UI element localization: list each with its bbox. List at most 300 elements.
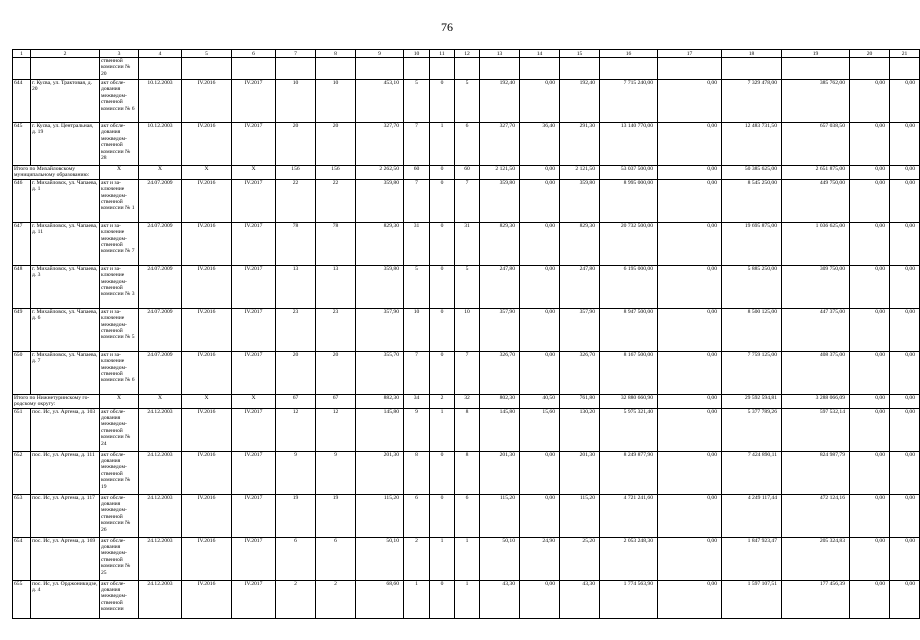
value-cell: 355,70: [356, 351, 404, 394]
value-cell: 201,30: [560, 451, 600, 494]
value-cell: 0,00: [850, 80, 890, 123]
x-cell: X: [100, 166, 139, 180]
date-cell: 24.07.2009: [139, 222, 182, 265]
value-cell: 357,90: [560, 308, 600, 351]
value-cell: 8 947 500,00: [600, 308, 658, 351]
value-cell: 1 597 107,51: [722, 580, 782, 618]
date-cell: 24.07.2009: [139, 351, 182, 394]
header-cell: 1: [13, 50, 31, 58]
value-cell: 23: [316, 308, 356, 351]
doc-cell: акт и за- ключение межведом- ственной комиссии № 1: [100, 179, 139, 222]
value-cell: 761,80: [560, 394, 600, 408]
value-cell: 15,60: [520, 408, 560, 451]
value-cell: 32 880 660,90: [600, 394, 658, 408]
header-row: [13, 50, 920, 58]
value-cell: 0: [430, 308, 455, 351]
value-cell: 0,00: [850, 408, 890, 451]
quarter-cell: IV.2017: [232, 80, 276, 123]
row-number: 644: [13, 80, 31, 123]
value-cell: 29 592 594,81: [722, 394, 782, 408]
value-cell: 0,00: [520, 166, 560, 180]
value-cell: 7 715 240,00: [600, 80, 658, 123]
date-cell: 24.12.2003: [139, 494, 182, 537]
value-cell: 25,20: [560, 537, 600, 580]
address-cell: пос. Ис, ул. Артема, д. 169: [31, 537, 100, 580]
value-cell: 156: [276, 166, 316, 180]
value-cell: 5 377 789,26: [722, 408, 782, 451]
value-cell: 0,00: [890, 351, 920, 394]
value-cell: 43,30: [480, 580, 520, 618]
value-cell: 40,50: [520, 394, 560, 408]
value-cell: 449 750,00: [782, 179, 850, 222]
doc-cell: акт обсле- дования межведом- ственной комиссии № 19: [100, 451, 139, 494]
value-cell: 2: [430, 394, 455, 408]
doc-cell: акт и за- ключение межведом- ственной комиссии № 6: [100, 351, 139, 394]
empty-cell: [404, 58, 430, 80]
value-cell: 2 262,50: [356, 166, 404, 180]
value-cell: 20: [276, 123, 316, 166]
value-cell: 6 195 000,00: [600, 265, 658, 308]
value-cell: 5: [455, 80, 480, 123]
value-cell: 0,00: [520, 351, 560, 394]
table-body: [13, 50, 920, 619]
value-cell: 8 167 500,00: [600, 351, 658, 394]
empty-cell: [356, 58, 404, 80]
header-cell: 10: [404, 50, 430, 58]
quarter-cell: IV.2016: [182, 494, 232, 537]
quarter-cell: IV.2017: [232, 308, 276, 351]
empty-cell: [430, 58, 455, 80]
x-cell: X: [182, 166, 232, 180]
value-cell: 5 885 250,00: [722, 265, 782, 308]
value-cell: 829,30: [560, 222, 600, 265]
value-cell: 829,30: [356, 222, 404, 265]
value-cell: 50,10: [356, 537, 404, 580]
value-cell: 0,00: [658, 80, 722, 123]
row-number: 646: [13, 179, 31, 222]
date-cell: 10.12.2003: [139, 123, 182, 166]
value-cell: 10: [316, 80, 356, 123]
value-cell: 0,00: [658, 179, 722, 222]
row-number: 653: [13, 494, 31, 537]
value-cell: 359,80: [560, 179, 600, 222]
value-cell: 10: [455, 308, 480, 351]
value-cell: 0,00: [658, 265, 722, 308]
value-cell: 9: [276, 451, 316, 494]
empty-cell: [658, 58, 722, 80]
value-cell: 5: [404, 265, 430, 308]
value-cell: 7: [455, 351, 480, 394]
address-cell: г. Михайловск, ул. Чапаева, д. 11: [31, 222, 100, 265]
doc-cell: ственной комиссии № 20: [100, 58, 139, 80]
value-cell: 0,00: [850, 123, 890, 166]
empty-cell: [782, 58, 850, 80]
value-cell: 0,00: [850, 308, 890, 351]
header-cell: 20: [850, 50, 890, 58]
value-cell: 0,00: [658, 222, 722, 265]
quarter-cell: IV.2016: [182, 308, 232, 351]
empty-cell: [139, 58, 182, 80]
address-cell: пос. Ис, ул. Артема, д. 111: [31, 451, 100, 494]
value-cell: 13 140 770,00: [600, 123, 658, 166]
empty-cell: [455, 58, 480, 80]
empty-cell: [316, 58, 356, 80]
value-cell: 2: [404, 537, 430, 580]
value-cell: 0,00: [890, 451, 920, 494]
quarter-cell: IV.2016: [182, 408, 232, 451]
value-cell: 0,00: [658, 451, 722, 494]
row-number: 654: [13, 537, 31, 580]
value-cell: 201,30: [356, 451, 404, 494]
value-cell: 36,40: [520, 123, 560, 166]
table-row: [13, 123, 920, 166]
empty-cell: [232, 58, 276, 80]
value-cell: 0,00: [520, 308, 560, 351]
address-cell: пос. Ис, ул. Артема, д. 117: [31, 494, 100, 537]
empty-cell: [276, 58, 316, 80]
value-cell: 1: [455, 580, 480, 618]
value-cell: 0,00: [658, 351, 722, 394]
quarter-cell: IV.2017: [232, 123, 276, 166]
value-cell: 0,00: [890, 408, 920, 451]
value-cell: 0,00: [890, 265, 920, 308]
value-cell: 130,20: [560, 408, 600, 451]
x-cell: X: [182, 394, 232, 408]
value-cell: 8 500 125,00: [722, 308, 782, 351]
empty-cell: [182, 58, 232, 80]
date-cell: 24.12.2003: [139, 451, 182, 494]
value-cell: 1 774 563,90: [600, 580, 658, 618]
value-cell: 2: [316, 580, 356, 618]
row-number: 651: [13, 408, 31, 451]
value-cell: 7: [455, 179, 480, 222]
value-cell: 0,00: [520, 451, 560, 494]
quarter-cell: IV.2017: [232, 265, 276, 308]
address-cell: г. Кусва, ул. Трактовая, д. 20: [31, 80, 100, 123]
value-cell: 1: [430, 123, 455, 166]
row-number: 647: [13, 222, 31, 265]
value-cell: 6: [316, 537, 356, 580]
total-row: [13, 166, 920, 180]
header-cell: 21: [890, 50, 920, 58]
value-cell: 0,00: [658, 308, 722, 351]
value-cell: 6: [276, 537, 316, 580]
doc-cell: акт и за- ключение межведом- ственной комиссии № 7: [100, 222, 139, 265]
value-cell: 385 762,00: [782, 80, 850, 123]
continuation-row: [13, 58, 920, 80]
value-cell: 0: [430, 451, 455, 494]
quarter-cell: IV.2016: [182, 265, 232, 308]
quarter-cell: IV.2016: [182, 179, 232, 222]
quarter-cell: IV.2016: [182, 80, 232, 123]
value-cell: 0: [430, 222, 455, 265]
value-cell: 5 975 321,40: [600, 408, 658, 451]
value-cell: 802,30: [480, 394, 520, 408]
date-cell: 24.07.2009: [139, 308, 182, 351]
value-cell: 326,70: [560, 351, 600, 394]
value-cell: 20: [316, 123, 356, 166]
row-number: 655: [13, 580, 31, 618]
value-cell: 0,00: [850, 222, 890, 265]
table-row: [13, 80, 920, 123]
value-cell: 8: [455, 451, 480, 494]
value-cell: 359,80: [480, 179, 520, 222]
value-cell: 0,00: [520, 80, 560, 123]
date-cell: 24.12.2003: [139, 580, 182, 618]
value-cell: 5: [404, 80, 430, 123]
value-cell: 12: [316, 408, 356, 451]
header-cell: 7: [276, 50, 316, 58]
value-cell: 53 037 500,00: [600, 166, 658, 180]
value-cell: 9: [404, 408, 430, 451]
value-cell: 309 750,00: [782, 265, 850, 308]
value-cell: 0,00: [850, 394, 890, 408]
value-cell: 7 329 478,00: [722, 80, 782, 123]
value-cell: 115,20: [356, 494, 404, 537]
value-cell: 326,70: [480, 351, 520, 394]
value-cell: 0,00: [850, 179, 890, 222]
address-cell: пос. Ис, ул. Артема, д. 103: [31, 408, 100, 451]
header-cell: 5: [182, 50, 232, 58]
value-cell: 2 053 248,30: [600, 537, 658, 580]
value-cell: 0,00: [658, 537, 722, 580]
empty-cell: [520, 58, 560, 80]
value-cell: 0,00: [850, 494, 890, 537]
value-cell: 78: [316, 222, 356, 265]
value-cell: 192,40: [560, 80, 600, 123]
value-cell: 6: [455, 494, 480, 537]
value-cell: 408 375,00: [782, 351, 850, 394]
value-cell: 2 121,50: [560, 166, 600, 180]
header-cell: 9: [356, 50, 404, 58]
value-cell: 0: [430, 179, 455, 222]
value-cell: 10: [404, 308, 430, 351]
value-cell: 327,70: [480, 123, 520, 166]
value-cell: 0,00: [658, 408, 722, 451]
row-number: 650: [13, 351, 31, 394]
header-cell: 3: [100, 50, 139, 58]
value-cell: 657 038,50: [782, 123, 850, 166]
row-number: 648: [13, 265, 31, 308]
value-cell: 50 385 625,00: [722, 166, 782, 180]
value-cell: 0,00: [850, 166, 890, 180]
value-cell: 145,80: [356, 408, 404, 451]
quarter-cell: IV.2017: [232, 451, 276, 494]
table-row: [13, 265, 920, 308]
value-cell: 0,00: [658, 394, 722, 408]
table-row: [13, 179, 920, 222]
value-cell: 115,20: [480, 494, 520, 537]
value-cell: 78: [276, 222, 316, 265]
value-cell: 201,30: [480, 451, 520, 494]
value-cell: 43,30: [560, 580, 600, 618]
value-cell: 0,00: [890, 123, 920, 166]
value-cell: 247,80: [480, 265, 520, 308]
empty-cell: [850, 58, 890, 80]
value-cell: 0,00: [520, 494, 560, 537]
value-cell: 20 732 500,00: [600, 222, 658, 265]
header-cell: 4: [139, 50, 182, 58]
value-cell: 156: [316, 166, 356, 180]
value-cell: 0,00: [890, 80, 920, 123]
value-cell: 1: [430, 408, 455, 451]
doc-cell: акт и за- ключение межведом- ственной комиссии № 5: [100, 308, 139, 351]
date-cell: 24.07.2009: [139, 265, 182, 308]
address-cell: г. Михайловск, ул. Чапаева, д. 7: [31, 351, 100, 394]
value-cell: 0,00: [520, 222, 560, 265]
value-cell: 3 288 066,09: [782, 394, 850, 408]
page-number: 76: [441, 20, 453, 34]
quarter-cell: IV.2017: [232, 537, 276, 580]
value-cell: 9: [316, 451, 356, 494]
value-cell: 7 759 125,00: [722, 351, 782, 394]
date-cell: 24.12.2003: [139, 408, 182, 451]
value-cell: 6: [455, 123, 480, 166]
value-cell: 12 483 731,50: [722, 123, 782, 166]
header-cell: 6: [232, 50, 276, 58]
header-cell: 13: [480, 50, 520, 58]
value-cell: 20: [316, 351, 356, 394]
value-cell: 2 121,50: [480, 166, 520, 180]
value-cell: 24,90: [520, 537, 560, 580]
value-cell: 0,00: [890, 222, 920, 265]
x-cell: X: [100, 394, 139, 408]
row-number: 652: [13, 451, 31, 494]
table-row: [13, 222, 920, 265]
doc-cell: акт обсле- дования межведом- ственной комиссии № 6: [100, 80, 139, 123]
header-cell: 19: [782, 50, 850, 58]
doc-cell: акт обсле- дования межведом- ственной комиссии № 24: [100, 408, 139, 451]
value-cell: 0,00: [850, 580, 890, 618]
value-cell: 0,00: [890, 537, 920, 580]
value-cell: 472 124,16: [782, 494, 850, 537]
quarter-cell: IV.2017: [232, 580, 276, 618]
empty-cell: [722, 58, 782, 80]
value-cell: 6: [404, 494, 430, 537]
value-cell: 0,00: [890, 394, 920, 408]
x-cell: X: [232, 166, 276, 180]
value-cell: 67: [316, 394, 356, 408]
value-cell: 0,00: [658, 166, 722, 180]
x-cell: X: [139, 394, 182, 408]
header-cell: 17: [658, 50, 722, 58]
value-cell: 0,00: [520, 179, 560, 222]
value-cell: 291,30: [560, 123, 600, 166]
value-cell: 0: [430, 351, 455, 394]
value-cell: 2: [276, 580, 316, 618]
header-cell: 11: [430, 50, 455, 58]
value-cell: 1 036 625,00: [782, 222, 850, 265]
value-cell: 0,00: [850, 265, 890, 308]
value-cell: 0: [430, 580, 455, 618]
value-cell: 0,00: [658, 580, 722, 618]
header-cell: 8: [316, 50, 356, 58]
value-cell: 247,80: [560, 265, 600, 308]
value-cell: 34: [404, 394, 430, 408]
empty-cell: [560, 58, 600, 80]
value-cell: 0: [430, 265, 455, 308]
value-cell: 0,00: [890, 580, 920, 618]
quarter-cell: IV.2017: [232, 351, 276, 394]
doc-cell: акт и за- ключение межведом- ственной комиссии № 3: [100, 265, 139, 308]
value-cell: 0,00: [520, 580, 560, 618]
x-cell: X: [232, 394, 276, 408]
value-cell: 1: [404, 580, 430, 618]
value-cell: 824 987,79: [782, 451, 850, 494]
value-cell: 23: [276, 308, 316, 351]
value-cell: 0,00: [850, 351, 890, 394]
value-cell: 453,10: [356, 80, 404, 123]
value-cell: 205 324,83: [782, 537, 850, 580]
value-cell: 67: [276, 394, 316, 408]
value-cell: 22: [316, 179, 356, 222]
value-cell: 2 651 875,00: [782, 166, 850, 180]
table-row: [13, 351, 920, 394]
quarter-cell: IV.2016: [182, 451, 232, 494]
value-cell: 7: [404, 351, 430, 394]
housing-table: [12, 49, 920, 619]
date-cell: 24.07.2009: [139, 179, 182, 222]
value-cell: 4 249 117,44: [722, 494, 782, 537]
value-cell: 32: [455, 394, 480, 408]
total-label: Итого по Нижнетуринскому го- родскому округу:: [13, 394, 100, 408]
quarter-cell: IV.2016: [182, 123, 232, 166]
address-cell: г. Михайловск, ул. Чапаева, д. 3: [31, 265, 100, 308]
value-cell: 13: [316, 265, 356, 308]
value-cell: 12: [276, 408, 316, 451]
row-number: 645: [13, 123, 31, 166]
empty-cell: [890, 58, 920, 80]
value-cell: 597 532,14: [782, 408, 850, 451]
table-row: [13, 451, 920, 494]
value-cell: 192,40: [480, 80, 520, 123]
quarter-cell: IV.2017: [232, 408, 276, 451]
value-cell: 115,20: [560, 494, 600, 537]
value-cell: 0,00: [890, 308, 920, 351]
date-cell: 24.12.2003: [139, 537, 182, 580]
empty-cell: [31, 58, 100, 80]
empty-cell: [600, 58, 658, 80]
value-cell: 68,60: [356, 580, 404, 618]
row-number: 649: [13, 308, 31, 351]
value-cell: 0,00: [658, 494, 722, 537]
value-cell: 31: [455, 222, 480, 265]
value-cell: 19 695 875,00: [722, 222, 782, 265]
address-cell: г. Кусва, ул. Центральная, д. 19: [31, 123, 100, 166]
address-cell: г. Михайловск, ул. Чапаева, д. 1: [31, 179, 100, 222]
date-cell: 10.12.2003: [139, 80, 182, 123]
value-cell: 5: [455, 265, 480, 308]
value-cell: 7: [404, 123, 430, 166]
value-cell: 7 424 890,11: [722, 451, 782, 494]
value-cell: 50,10: [480, 537, 520, 580]
value-cell: 1 847 923,47: [722, 537, 782, 580]
value-cell: 8: [455, 408, 480, 451]
quarter-cell: IV.2017: [232, 179, 276, 222]
value-cell: 10: [276, 80, 316, 123]
value-cell: 0,00: [658, 123, 722, 166]
value-cell: 327,70: [356, 123, 404, 166]
value-cell: 22: [276, 179, 316, 222]
value-cell: 8: [404, 451, 430, 494]
header-cell: 18: [722, 50, 782, 58]
value-cell: 0,00: [890, 166, 920, 180]
value-cell: 0: [430, 166, 455, 180]
table-row: [13, 537, 920, 580]
value-cell: 829,30: [480, 222, 520, 265]
x-cell: X: [139, 166, 182, 180]
header-cell: 16: [600, 50, 658, 58]
